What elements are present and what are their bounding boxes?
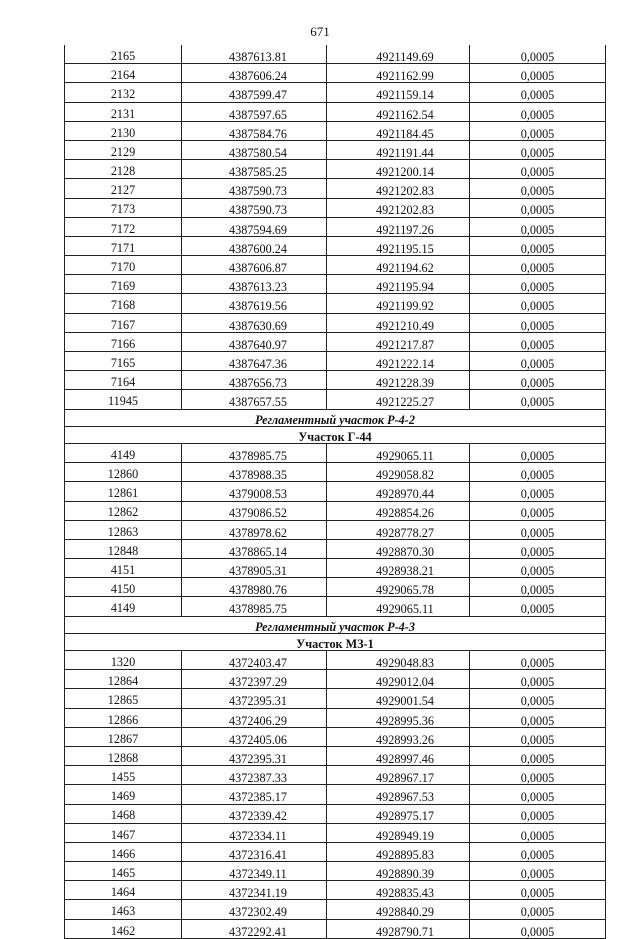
x-coordinate-cell: 4387584.76	[182, 121, 327, 140]
table-row	[65, 140, 606, 159]
x-coordinate-cell: 4372339.42	[182, 804, 327, 823]
x-coordinate-cell: 4378905.31	[182, 559, 327, 578]
page-number: 671	[310, 24, 330, 39]
precision-cell: 0,0005	[470, 578, 606, 597]
point-number-cell: 7168	[65, 294, 182, 313]
table-row	[65, 804, 606, 823]
x-coordinate-cell: 4387606.87	[182, 256, 327, 275]
precision-cell: 0,0005	[470, 900, 606, 919]
table-row	[65, 160, 606, 179]
table-row	[65, 708, 606, 727]
precision-cell: 0,0005	[470, 559, 606, 578]
table-row	[65, 275, 606, 294]
precision-cell: 0,0005	[470, 862, 606, 881]
table-row	[65, 746, 606, 765]
y-coordinate-cell: 4928890.39	[327, 862, 470, 881]
table-row	[65, 501, 606, 520]
table-row	[65, 520, 606, 539]
y-coordinate-cell: 4929065.78	[327, 578, 470, 597]
y-coordinate-cell: 4921149.69	[327, 45, 470, 64]
precision-cell: 0,0005	[470, 160, 606, 179]
x-coordinate-cell: 4387597.65	[182, 102, 327, 121]
precision-cell: 0,0005	[470, 520, 606, 539]
table-row	[65, 463, 606, 482]
precision-cell: 0,0005	[470, 746, 606, 765]
precision-cell: 0,0005	[470, 198, 606, 217]
x-coordinate-cell: 4378978.62	[182, 520, 327, 539]
table-row	[65, 371, 606, 390]
point-number-cell: 4149	[65, 443, 182, 462]
x-coordinate-cell: 4379008.53	[182, 482, 327, 501]
y-coordinate-cell: 4928967.17	[327, 766, 470, 785]
table-row	[65, 352, 606, 371]
precision-cell: 0,0005	[470, 823, 606, 842]
y-coordinate-cell: 4928790.71	[327, 919, 470, 938]
point-number-cell: 1469	[65, 785, 182, 804]
table-row	[65, 121, 606, 140]
y-coordinate-cell: 4921191.44	[327, 140, 470, 159]
y-coordinate-cell: 4928870.30	[327, 539, 470, 558]
y-coordinate-cell: 4921195.15	[327, 236, 470, 255]
precision-cell: 0,0005	[470, 313, 606, 332]
y-coordinate-cell: 4928938.21	[327, 559, 470, 578]
precision-cell: 0,0005	[470, 352, 606, 371]
y-coordinate-cell: 4928840.29	[327, 900, 470, 919]
precision-cell: 0,0005	[470, 371, 606, 390]
table-row	[65, 443, 606, 462]
precision-cell: 0,0005	[470, 179, 606, 198]
point-number-cell: 1462	[65, 919, 182, 938]
y-coordinate-cell: 4921195.94	[327, 275, 470, 294]
point-number-cell: 12861	[65, 482, 182, 501]
y-coordinate-cell: 4921217.87	[327, 332, 470, 351]
y-coordinate-cell: 4929001.54	[327, 689, 470, 708]
x-coordinate-cell: 4372349.11	[182, 862, 327, 881]
y-coordinate-cell: 4921225.27	[327, 390, 470, 409]
table-row	[65, 766, 606, 785]
point-number-cell: 2164	[65, 64, 182, 83]
point-number-cell: 4150	[65, 578, 182, 597]
y-coordinate-cell: 4921194.62	[327, 256, 470, 275]
table-row	[65, 651, 606, 670]
precision-cell: 0,0005	[470, 102, 606, 121]
x-coordinate-cell: 4372395.31	[182, 689, 327, 708]
x-coordinate-cell: 4387590.73	[182, 198, 327, 217]
y-coordinate-cell: 4928854.26	[327, 501, 470, 520]
y-coordinate-cell: 4921202.83	[327, 198, 470, 217]
y-coordinate-cell: 4929048.83	[327, 651, 470, 670]
y-coordinate-cell: 4921200.14	[327, 160, 470, 179]
precision-cell: 0,0005	[470, 140, 606, 159]
table-row	[65, 45, 606, 64]
point-number-cell: 7170	[65, 256, 182, 275]
precision-cell: 0,0005	[470, 919, 606, 938]
precision-cell: 0,0005	[470, 785, 606, 804]
section-heading: Регламентный участок Р-4-2	[65, 409, 606, 426]
point-number-cell: 2132	[65, 83, 182, 102]
precision-cell: 0,0005	[470, 670, 606, 689]
x-coordinate-cell: 4387613.81	[182, 45, 327, 64]
x-coordinate-cell: 4379086.52	[182, 501, 327, 520]
point-number-cell: 1464	[65, 881, 182, 900]
table-row	[65, 83, 606, 102]
table-row	[65, 102, 606, 121]
x-coordinate-cell: 4387630.69	[182, 313, 327, 332]
point-number-cell: 7164	[65, 371, 182, 390]
point-number-cell: 1467	[65, 823, 182, 842]
table-row	[65, 862, 606, 881]
table-row	[65, 578, 606, 597]
point-number-cell: 2130	[65, 121, 182, 140]
table-row	[65, 482, 606, 501]
precision-cell: 0,0005	[470, 804, 606, 823]
table-row	[65, 900, 606, 919]
y-coordinate-cell: 4921197.26	[327, 217, 470, 236]
precision-cell: 0,0005	[470, 463, 606, 482]
x-coordinate-cell: 4378985.75	[182, 597, 327, 616]
point-number-cell: 12867	[65, 727, 182, 746]
precision-cell: 0,0005	[470, 217, 606, 236]
table-row	[65, 823, 606, 842]
x-coordinate-cell: 4372387.33	[182, 766, 327, 785]
y-coordinate-cell: 4928997.46	[327, 746, 470, 765]
section-subheading: Участок Г-44	[65, 426, 606, 443]
section-subheading-row	[65, 633, 606, 650]
point-number-cell: 1468	[65, 804, 182, 823]
table-row	[65, 179, 606, 198]
section-subheading: Участок МЗ-1	[65, 633, 606, 650]
precision-cell: 0,0005	[470, 727, 606, 746]
y-coordinate-cell: 4929058.82	[327, 463, 470, 482]
table-row	[65, 842, 606, 861]
table-row	[65, 670, 606, 689]
precision-cell: 0,0005	[470, 64, 606, 83]
y-coordinate-cell: 4929012.04	[327, 670, 470, 689]
precision-cell: 0,0005	[470, 256, 606, 275]
x-coordinate-cell: 4372405.06	[182, 727, 327, 746]
x-coordinate-cell: 4387613.23	[182, 275, 327, 294]
x-coordinate-cell: 4387599.47	[182, 83, 327, 102]
table-row	[65, 313, 606, 332]
table-row	[65, 881, 606, 900]
y-coordinate-cell: 4921202.83	[327, 179, 470, 198]
y-coordinate-cell: 4928895.83	[327, 842, 470, 861]
point-number-cell: 2165	[65, 45, 182, 64]
precision-cell: 0,0005	[470, 501, 606, 520]
section-subheading-row	[65, 426, 606, 443]
precision-cell: 0,0005	[470, 45, 606, 64]
x-coordinate-cell: 4372385.17	[182, 785, 327, 804]
precision-cell: 0,0005	[470, 708, 606, 727]
x-coordinate-cell: 4372302.49	[182, 900, 327, 919]
y-coordinate-cell: 4921162.99	[327, 64, 470, 83]
x-coordinate-cell: 4372334.11	[182, 823, 327, 842]
y-coordinate-cell: 4928835.43	[327, 881, 470, 900]
x-coordinate-cell: 4372395.31	[182, 746, 327, 765]
table-row	[65, 390, 606, 409]
x-coordinate-cell: 4372397.29	[182, 670, 327, 689]
table-row	[65, 919, 606, 938]
precision-cell: 0,0005	[470, 121, 606, 140]
point-number-cell: 4151	[65, 559, 182, 578]
y-coordinate-cell: 4921228.39	[327, 371, 470, 390]
y-coordinate-cell: 4928778.27	[327, 520, 470, 539]
x-coordinate-cell: 4378988.35	[182, 463, 327, 482]
point-number-cell: 12866	[65, 708, 182, 727]
precision-cell: 0,0005	[470, 236, 606, 255]
table-row	[65, 689, 606, 708]
y-coordinate-cell: 4928975.17	[327, 804, 470, 823]
point-number-cell: 1465	[65, 862, 182, 881]
table-row	[65, 256, 606, 275]
x-coordinate-cell: 4387619.56	[182, 294, 327, 313]
x-coordinate-cell: 4387600.24	[182, 236, 327, 255]
point-number-cell: 12863	[65, 520, 182, 539]
y-coordinate-cell: 4921184.45	[327, 121, 470, 140]
precision-cell: 0,0005	[470, 294, 606, 313]
x-coordinate-cell: 4387657.55	[182, 390, 327, 409]
point-number-cell: 2129	[65, 140, 182, 159]
x-coordinate-cell: 4387640.97	[182, 332, 327, 351]
y-coordinate-cell: 4929065.11	[327, 597, 470, 616]
x-coordinate-cell: 4387585.25	[182, 160, 327, 179]
y-coordinate-cell: 4921162.54	[327, 102, 470, 121]
y-coordinate-cell: 4928970.44	[327, 482, 470, 501]
y-coordinate-cell: 4928949.19	[327, 823, 470, 842]
section-heading-row	[65, 409, 606, 426]
precision-cell: 0,0005	[470, 689, 606, 708]
point-number-cell: 2128	[65, 160, 182, 179]
point-number-cell: 11945	[65, 390, 182, 409]
point-number-cell: 7165	[65, 352, 182, 371]
point-number-cell: 7171	[65, 236, 182, 255]
point-number-cell: 12868	[65, 746, 182, 765]
y-coordinate-cell: 4921159.14	[327, 83, 470, 102]
point-number-cell: 12864	[65, 670, 182, 689]
point-number-cell: 1320	[65, 651, 182, 670]
precision-cell: 0,0005	[470, 332, 606, 351]
x-coordinate-cell: 4372292.41	[182, 919, 327, 938]
precision-cell: 0,0005	[470, 275, 606, 294]
x-coordinate-cell: 4387594.69	[182, 217, 327, 236]
point-number-cell: 7173	[65, 198, 182, 217]
coordinates-table	[64, 45, 606, 939]
table-row	[65, 294, 606, 313]
table-row	[65, 785, 606, 804]
section-heading-row	[65, 616, 606, 633]
y-coordinate-cell: 4921222.14	[327, 352, 470, 371]
precision-cell: 0,0005	[470, 842, 606, 861]
point-number-cell: 1463	[65, 900, 182, 919]
table-row	[65, 217, 606, 236]
y-coordinate-cell: 4928967.53	[327, 785, 470, 804]
precision-cell: 0,0005	[470, 443, 606, 462]
point-number-cell: 1466	[65, 842, 182, 861]
x-coordinate-cell: 4387647.36	[182, 352, 327, 371]
x-coordinate-cell: 4372341.19	[182, 881, 327, 900]
point-number-cell: 2131	[65, 102, 182, 121]
table-row	[65, 64, 606, 83]
table-row	[65, 559, 606, 578]
precision-cell: 0,0005	[470, 390, 606, 409]
coordinates-table-body	[65, 45, 606, 938]
x-coordinate-cell: 4387656.73	[182, 371, 327, 390]
precision-cell: 0,0005	[470, 651, 606, 670]
table-row	[65, 727, 606, 746]
table-row	[65, 597, 606, 616]
table-row	[65, 236, 606, 255]
point-number-cell: 12848	[65, 539, 182, 558]
precision-cell: 0,0005	[470, 766, 606, 785]
precision-cell: 0,0005	[470, 83, 606, 102]
y-coordinate-cell: 4928995.36	[327, 708, 470, 727]
y-coordinate-cell: 4928993.26	[327, 727, 470, 746]
table-row	[65, 198, 606, 217]
point-number-cell: 7172	[65, 217, 182, 236]
x-coordinate-cell: 4378980.76	[182, 578, 327, 597]
y-coordinate-cell: 4921210.49	[327, 313, 470, 332]
table-row	[65, 332, 606, 351]
point-number-cell: 2127	[65, 179, 182, 198]
point-number-cell: 7166	[65, 332, 182, 351]
x-coordinate-cell: 4372403.47	[182, 651, 327, 670]
y-coordinate-cell: 4929065.11	[327, 443, 470, 462]
precision-cell: 0,0005	[470, 539, 606, 558]
x-coordinate-cell: 4372316.41	[182, 842, 327, 861]
x-coordinate-cell: 4387580.54	[182, 140, 327, 159]
point-number-cell: 7169	[65, 275, 182, 294]
table-row	[65, 539, 606, 558]
x-coordinate-cell: 4378865.14	[182, 539, 327, 558]
section-heading: Регламентный участок Р-4-3	[65, 616, 606, 633]
x-coordinate-cell: 4387590.73	[182, 179, 327, 198]
point-number-cell: 12862	[65, 501, 182, 520]
precision-cell: 0,0005	[470, 482, 606, 501]
point-number-cell: 7167	[65, 313, 182, 332]
precision-cell: 0,0005	[470, 881, 606, 900]
point-number-cell: 4149	[65, 597, 182, 616]
precision-cell: 0,0005	[470, 597, 606, 616]
x-coordinate-cell: 4372406.29	[182, 708, 327, 727]
point-number-cell: 12865	[65, 689, 182, 708]
x-coordinate-cell: 4378985.75	[182, 443, 327, 462]
point-number-cell: 12860	[65, 463, 182, 482]
x-coordinate-cell: 4387606.24	[182, 64, 327, 83]
y-coordinate-cell: 4921199.92	[327, 294, 470, 313]
point-number-cell: 1455	[65, 766, 182, 785]
